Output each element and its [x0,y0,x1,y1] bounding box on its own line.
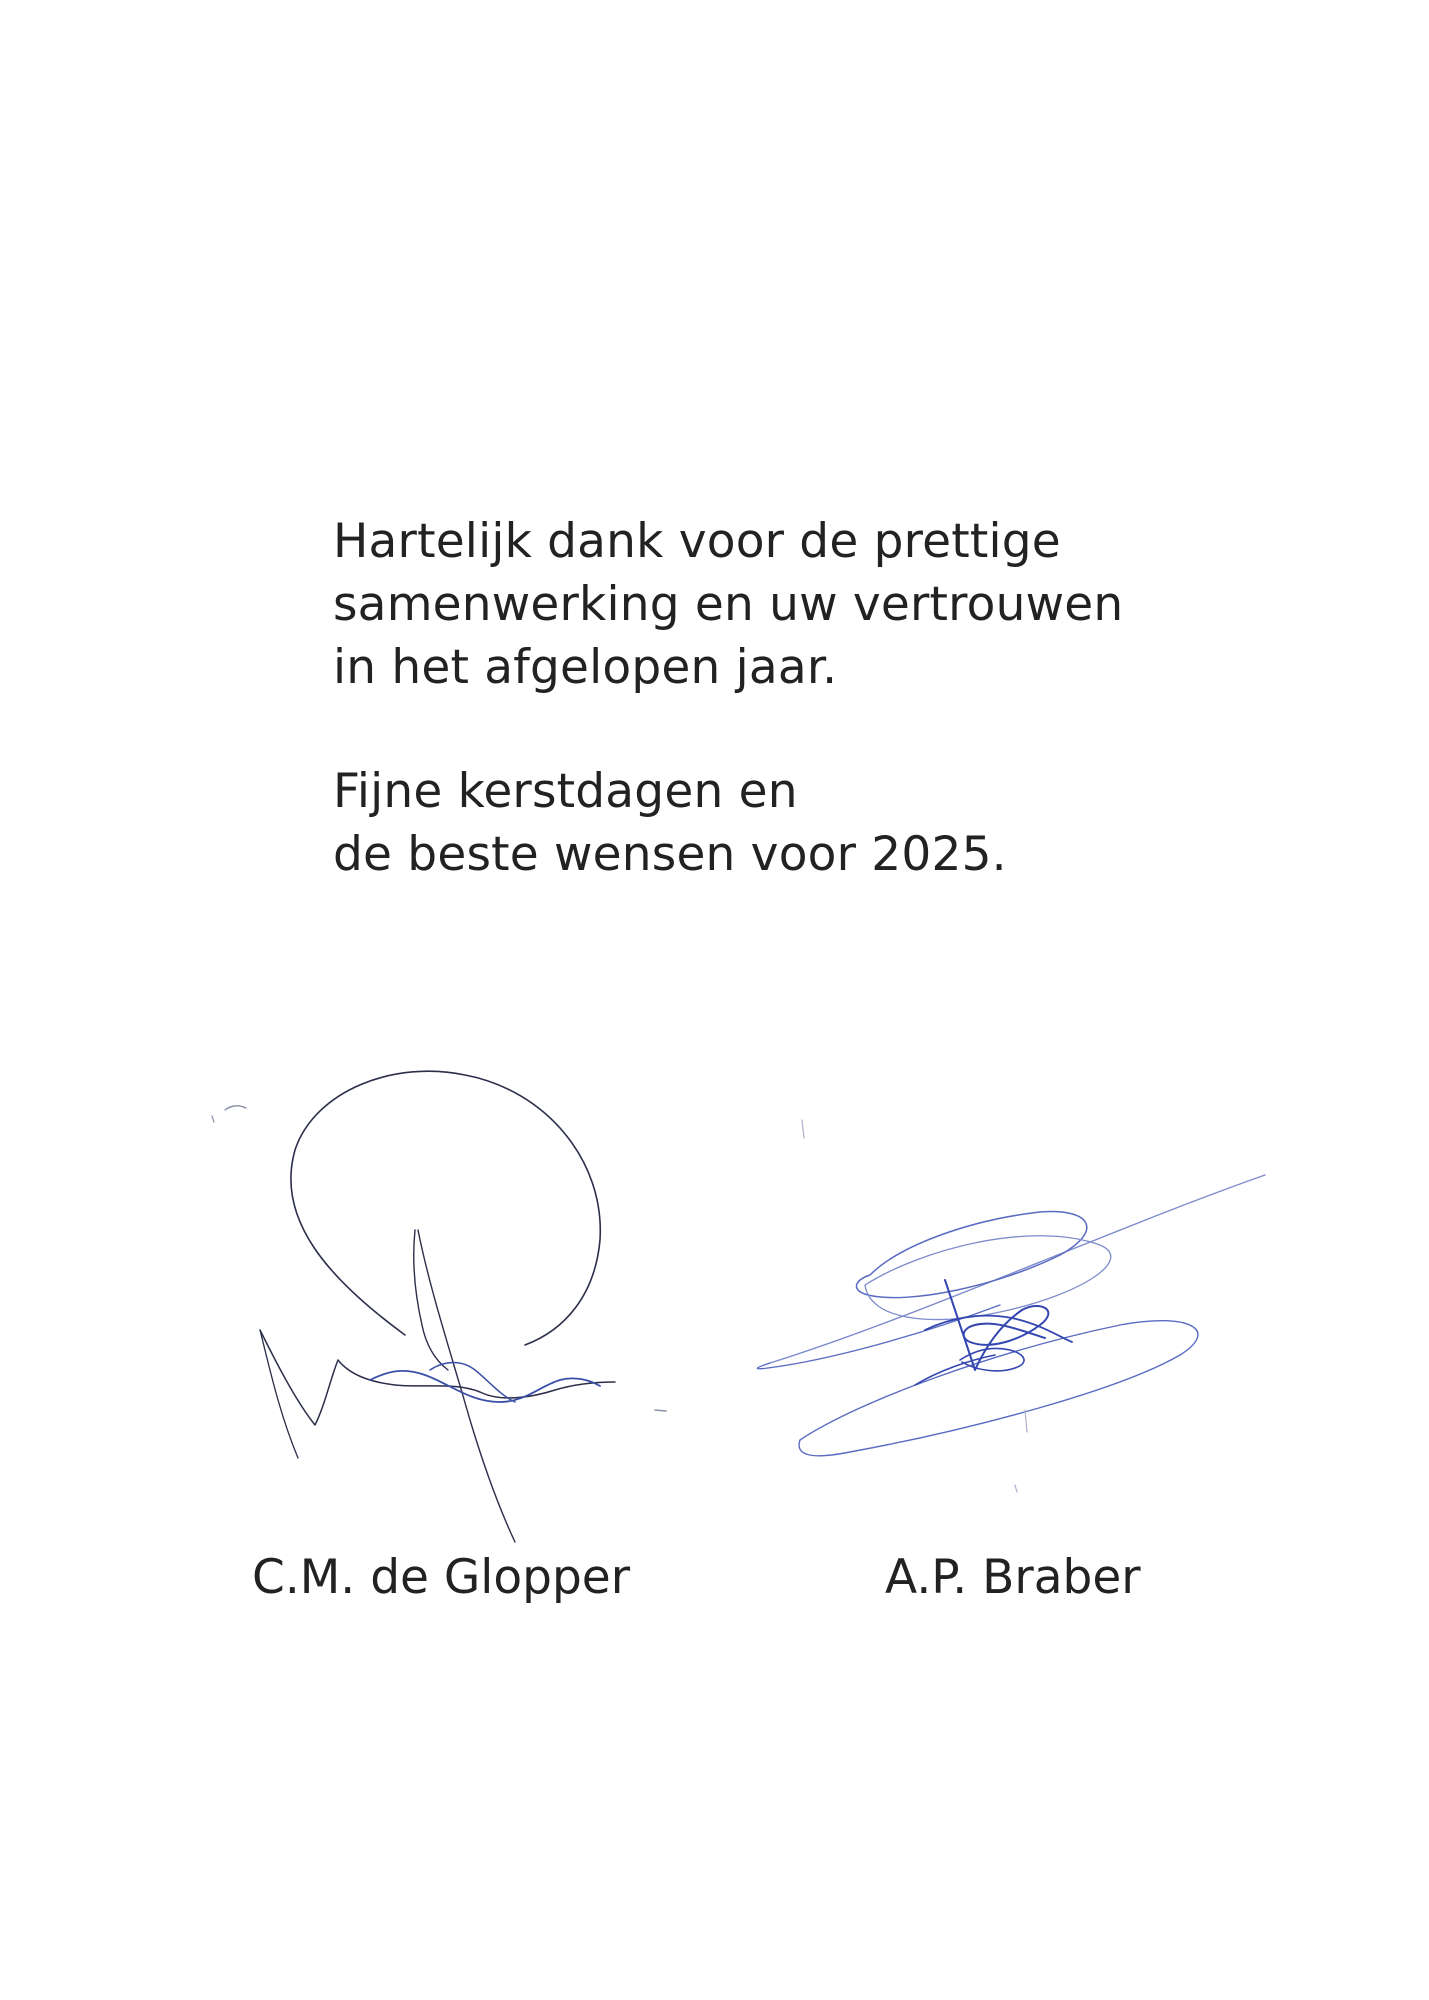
text-line: Fijne kerstdagen en [333,764,798,819]
signature-stroke [799,1321,1198,1456]
signature-stroke [802,1120,804,1138]
signature-de-glopper [200,1030,680,1550]
signature-stroke [370,1371,600,1402]
text-line: de beste wensen voor 2025. [333,827,1007,882]
text-line: Hartelijk dank voor de prettige [333,514,1061,569]
signature-stroke [260,1330,615,1425]
signature-stroke [291,1071,600,1345]
thank-you-paragraph [333,510,1233,699]
signature-stroke [1025,1410,1027,1432]
signature-stroke [856,1212,1086,1298]
signer-name-braber: A.P. Braber [885,1550,1141,1605]
signature-stroke [225,1106,246,1110]
text-line: in het afgelopen jaar. [333,640,838,695]
signer-name-de-glopper: C.M. de Glopper [252,1550,631,1605]
text-line: samenwerking en uw vertrouwen [333,577,1124,632]
signature-braber [740,1080,1280,1500]
signature-stroke [655,1410,666,1411]
signature-stroke [212,1116,214,1122]
message-body [333,510,1233,886]
signature-stroke [1015,1485,1017,1492]
signature-stroke [414,1230,448,1370]
season-greeting-paragraph [333,760,1233,886]
signature-stroke [260,1330,298,1458]
signature-stroke [770,1175,1265,1363]
